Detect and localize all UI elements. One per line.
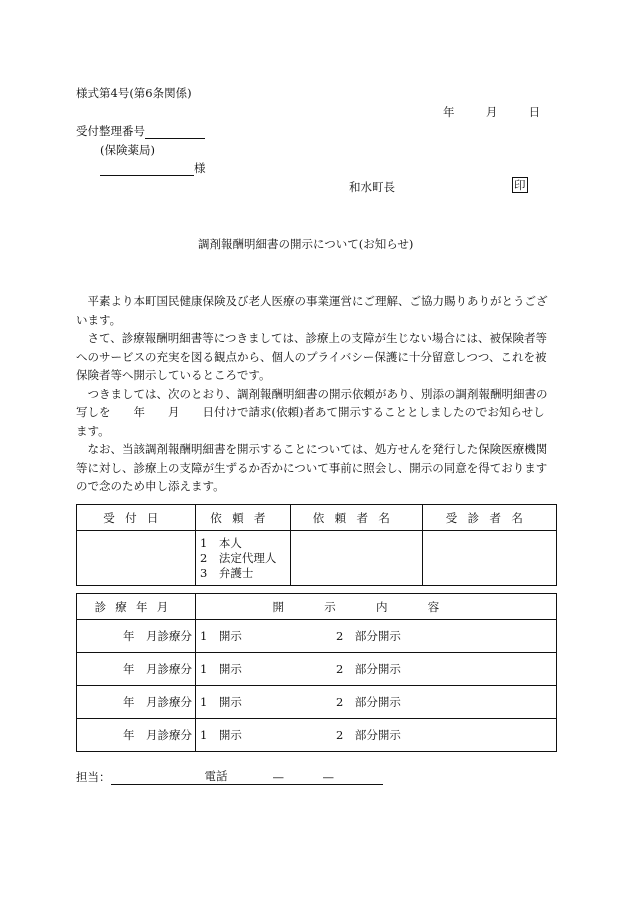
option-disclose: 1 開示: [200, 629, 242, 643]
header-treatment-month: 診療年月: [77, 594, 196, 620]
phone-dash-1: —: [272, 770, 284, 784]
receipt-label: 受付整理番号: [76, 124, 145, 138]
table-row: [77, 653, 557, 686]
table-row: [77, 719, 557, 752]
requester-name-cell[interactable]: [291, 531, 423, 586]
addressee: [100, 160, 206, 176]
requester-option-2: 2 法定代理人: [200, 550, 277, 565]
seal-mark: [512, 177, 528, 193]
option-disclose: 1 開示: [200, 662, 242, 676]
date-line: [443, 104, 540, 120]
option-partial-disclose: 2 部分開示: [336, 728, 401, 742]
issuer: 和水町長: [349, 180, 395, 194]
option-disclose: 1 開示: [200, 728, 242, 742]
contact-label: 担当：: [76, 770, 111, 784]
addressee-blank: [100, 162, 194, 176]
header-requester-name: 依頼者名: [291, 505, 423, 531]
treatment-month: 年 月診療分: [77, 686, 196, 719]
contact-line: [76, 769, 383, 785]
form-number: 様式第4号(第6条関係): [76, 86, 192, 100]
header-disclosure-content: 開示内容: [196, 594, 557, 620]
header-requester: 依頼者: [196, 505, 291, 531]
treatment-month: 年 月診療分: [77, 653, 196, 686]
option-partial-disclose: 2 部分開示: [336, 662, 401, 676]
date-month: 月: [485, 105, 498, 119]
treatment-month: 年 月診療分: [77, 620, 196, 653]
patient-name-cell[interactable]: [423, 531, 557, 586]
header-patient-name: 受診者名: [423, 505, 557, 531]
pharmacy-label: (保険薬局): [100, 143, 155, 157]
requester-option-1: 1 本人: [200, 535, 242, 550]
phone-dash-2: —: [322, 770, 334, 784]
request-table: [76, 504, 557, 586]
option-partial-disclose: 2 部分開示: [336, 695, 401, 709]
body-paragraph-2: さて、診療報酬明細書等につきましては、診療上の支障が生じない場合には、被保険者等へのサービスの充実を図る観点から、個人のプライバシー保護に十分留意しつつ、これを被保険者等へ開示しているところです。: [76, 331, 548, 382]
document-title: 調剤報酬明細書の開示について(お知らせ): [198, 237, 414, 251]
seal-icon: 印: [514, 178, 526, 192]
table-row: [77, 620, 557, 653]
body-paragraph-1: 平素より本町国民健康保険及び老人医療の事業運営にご理解、ご協力賜りありがとうございます。: [76, 294, 548, 327]
body-paragraph-4: なお、当該調剤報酬明細書を開示することについては、処方せんを発行した保険医療機関等に対し、診療上の支障が生ずるか否かについて事前に照会し、開示の同意を得ておりますので念のため申し添えます。: [76, 442, 548, 493]
receipt-date-cell[interactable]: [77, 531, 196, 586]
option-partial-disclose: 2 部分開示: [336, 629, 401, 643]
header-receipt-date: 受付日: [77, 505, 196, 531]
date-day: 日: [528, 105, 541, 119]
body-text: [76, 292, 556, 496]
table-row: [77, 686, 557, 719]
option-disclose: 1 開示: [200, 695, 242, 709]
receipt-number: [76, 123, 205, 139]
phone-label: 電話: [204, 769, 228, 783]
honorific: 様: [194, 161, 206, 175]
disclosure-table: [76, 593, 557, 752]
contact-blank: [111, 770, 383, 785]
requester-options: [196, 531, 291, 586]
date-year: 年: [443, 105, 455, 119]
treatment-month: 年 月診療分: [77, 719, 196, 752]
requester-option-3: 3 弁護士: [200, 565, 254, 580]
body-paragraph-3: つきましては、次のとおり、調剤報酬明細書の開示依頼があり、別添の調剤報酬明細書の写しを 年 月 日付けで請求(依頼)者あて開示することとしましたのでお知らせします。: [76, 386, 548, 438]
receipt-number-blank: [145, 125, 205, 139]
